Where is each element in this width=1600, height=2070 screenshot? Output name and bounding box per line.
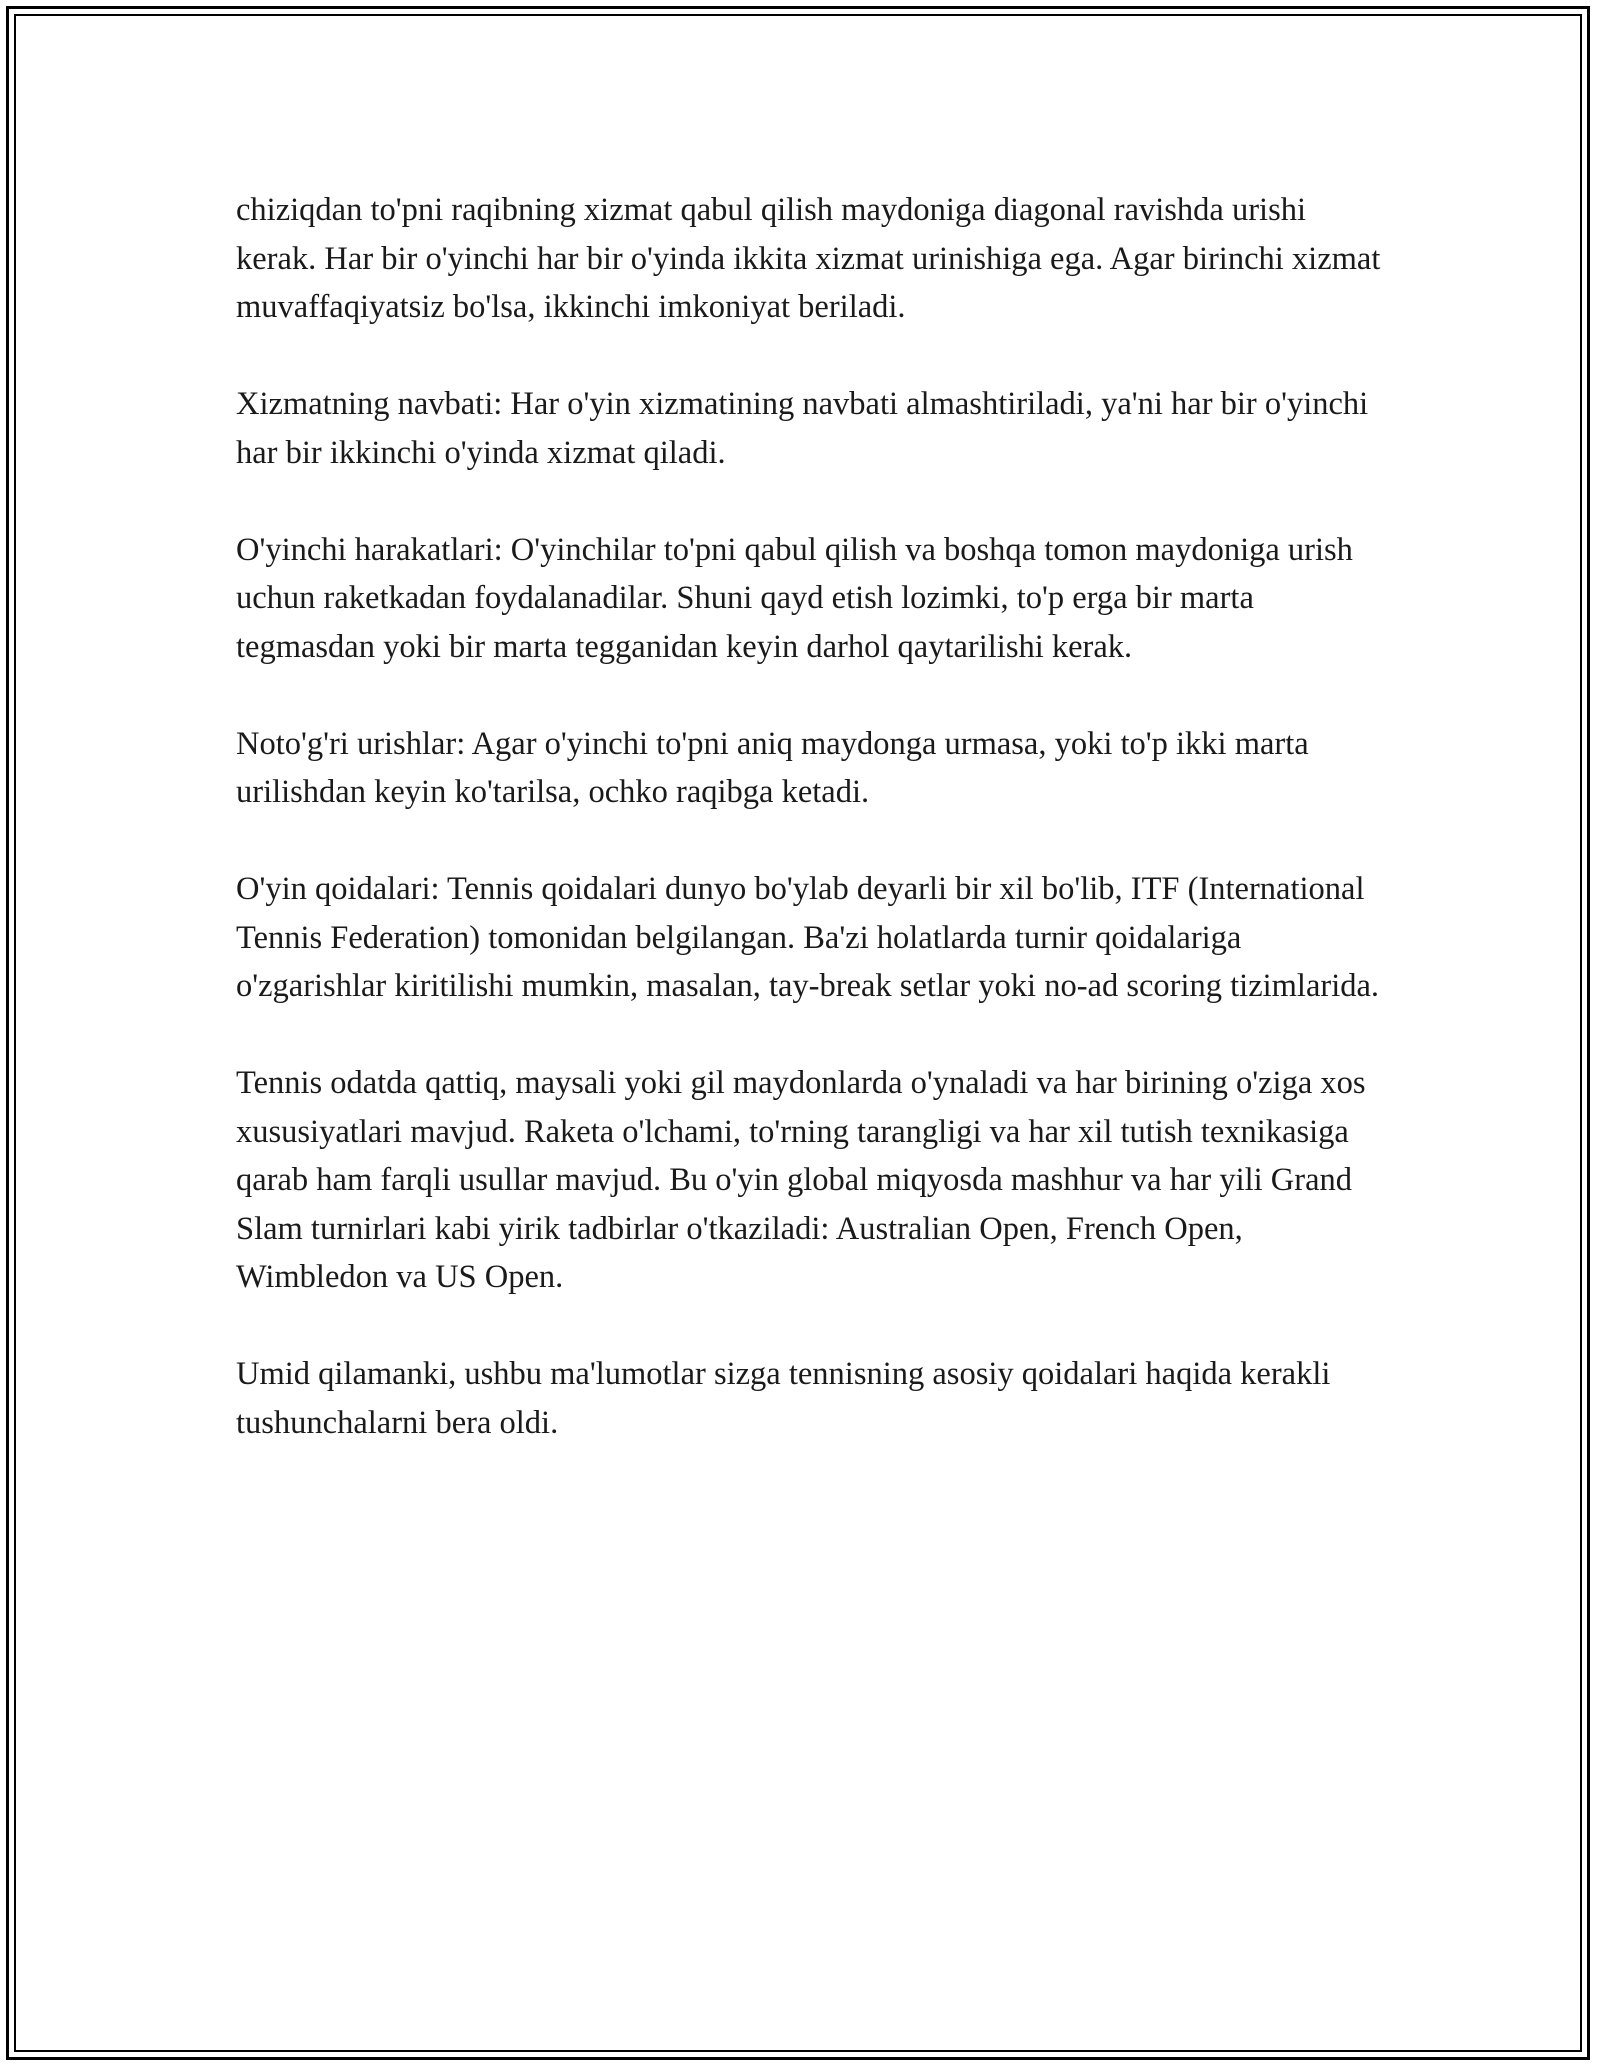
document-body (236, 186, 1386, 1447)
paragraph-court-surfaces: Tennis odatda qattiq, maysali yoki gil maydonlarda o'ynaladi va har birining o'ziga xos xususiyatlari mavjud. Raketa o'lchami, to'rning tarangligi va har xil tutish texnikasiga qarab ham farqli usullar mavjud. Bu o'yin global miqyosda mashhur va har yili Grand Slam turnirlari kabi yirik tadbirlar o'tkaziladi: Australian Open, French Open, Wimbledon va US Open. (236, 1065, 1366, 1295)
paragraph-player-actions: O'yinchi harakatlari: O'yinchilar to'pni qabul qilish va boshqa tomon maydoniga urish uchun raketkadan foydalanadilar. Shuni qayd etish lozimki, to'p erga bir marta tegmasdan yoki bir marta tegganidan keyin darhol qaytarilishi kerak. (236, 531, 1353, 665)
paragraph-closing: Umid qilamanki, ushbu ma'lumotlar sizga tennisning asosiy qoidalari haqida kerakli tushunchalarni bera oldi. (236, 1356, 1331, 1441)
paragraph-serve-rules: chiziqdan to'pni raqibning xizmat qabul qilish maydoniga diagonal ravishda urishi kerak. Har bir o'yinchi har bir o'yinda ikkita xizmat urinishiga ega. Agar birinchi xizmat muvaffaqiyatsiz bo'lsa, ikkinchi imkoniyat beriladi. (236, 192, 1381, 325)
paragraph-serve-order: Xizmatning navbati: Har o'yin xizmatining navbati almashtiriladi, ya'ni har bir o'yinchi har bir ikkinchi o'yinda xizmat qiladi. (236, 386, 1369, 471)
paragraph-faults: Noto'g'ri urishlar: Agar o'yinchi to'pni aniq maydonga urmasa, yoki to'p ikki marta urilishdan keyin ko'tarilsa, ochko raqibga ketadi. (236, 725, 1309, 810)
paragraph-game-rules: O'yin qoidalari: Tennis qoidalari dunyo bo'ylab deyarli bir xil bo'lib, ITF (International Tennis Federation) tomonidan belgilangan. Ba'zi holatlarda turnir qoidalariga o'zgarishlar kiritilishi mumkin, masalan, tay-break setlar yoki no-ad scoring tizimlarida. (236, 871, 1380, 1004)
